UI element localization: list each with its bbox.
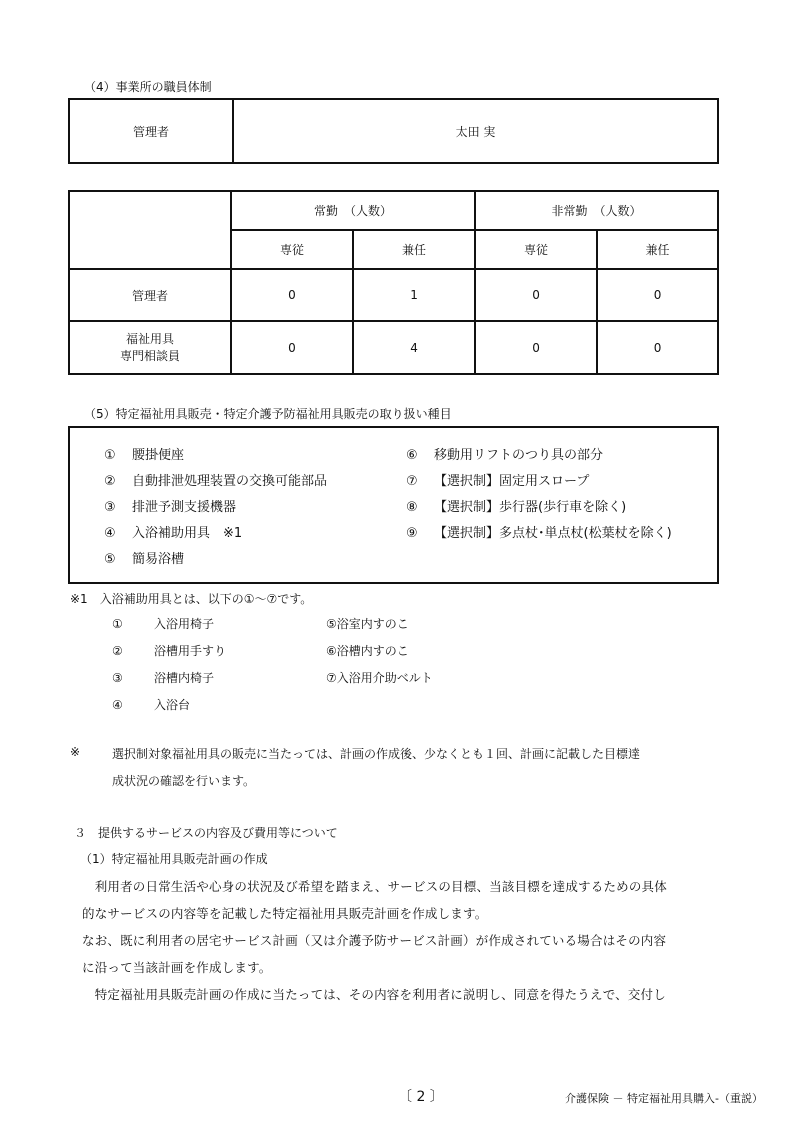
list-item: ③ 浴槽内椅子 (112, 671, 215, 685)
header-fulltime: 常勤 （人数） (231, 191, 475, 230)
table-cell: 0 (231, 269, 353, 321)
list-item: ⑦入浴用介助ベルト (326, 671, 433, 685)
note1-title: ※1 入浴補助用具とは、以下の①～⑦です。 (70, 592, 313, 606)
subheader-cell: 専従 (475, 230, 597, 269)
list-item: ⑨ 【選択制】多点杖･単点杖(松葉杖を除く) (406, 526, 672, 541)
list-item: ① 入浴用椅子 (112, 617, 215, 631)
table-cell: 0 (231, 321, 353, 374)
list-item: ④ 入浴台 (112, 698, 191, 712)
row-label: 管理者 (69, 269, 231, 321)
list-item: ⑦ 【選択制】固定用スロープ (406, 474, 590, 489)
list-item: ② 自動排泄処理装置の交換可能部品 (104, 474, 328, 489)
list-item: ⑧ 【選択制】歩行器(歩行車を除く) (406, 500, 627, 515)
header-parttime: 非常勤 （人数） (475, 191, 718, 230)
paragraph-line: に沿って当該計画を作成します。 (82, 960, 272, 975)
list-item: ③ 排泄予測支援機器 (104, 500, 237, 515)
table-row (69, 321, 718, 374)
table-cell: 0 (597, 269, 718, 321)
table-cell: 1 (353, 269, 475, 321)
subheader-cell: 兼任 (597, 230, 718, 269)
manager-table (68, 98, 719, 164)
section5-heading: （5）特定福祉用具販売・特定介護予防福祉用具販売の取り扱い種目 (84, 407, 452, 421)
table-row (69, 269, 718, 321)
table-cell: 4 (353, 321, 475, 374)
list-item: ⑤ 簡易浴槽 (104, 552, 185, 567)
footer-doc-title: 介護保険 － 特定福祉用具購入-（重説） (565, 1092, 763, 1105)
paragraph-line: 利用者の日常生活や心身の状況及び希望を踏まえ、サービスの目標、当該目標を達成するための具体 (82, 879, 667, 894)
list-item: ① 腰掛便座 (104, 448, 185, 463)
manager-name: 太田 実 (233, 99, 718, 163)
subheader-cell: 専従 (231, 230, 353, 269)
list-item: ⑥浴槽内すのこ (326, 644, 409, 658)
paragraph-line: 特定福祉用具販売計画の作成に当たっては、その内容を利用者に説明し、同意を得たうえで、交付し (82, 987, 666, 1002)
section3-subheading: （1）特定福祉用具販売計画の作成 (80, 852, 268, 866)
paragraph-line: 的なサービスの内容等を記載した特定福祉用具販売計画を作成します。 (82, 906, 488, 921)
row-label: 福祉用具 専門相談員 (69, 321, 231, 374)
list-item: ⑤浴室内すのこ (326, 617, 409, 631)
subheader-cell: 兼任 (353, 230, 475, 269)
manager-label: 管理者 (69, 99, 233, 163)
table-cell: 0 (475, 269, 597, 321)
note2-mark: ※ (70, 745, 81, 759)
list-item: ④ 入浴補助用具 ※1 (104, 526, 243, 541)
section3-heading: ３ 提供するサービスの内容及び費用等について (74, 826, 338, 840)
staff-table (68, 190, 719, 375)
note2-line1: 選択制対象福祉用具の販売に当たっては、計画の作成後、少なくとも１回、計画に記載した目標達 (112, 747, 641, 761)
note2-line2: 成状況の確認を行います。 (112, 774, 256, 788)
section4-heading: （4）事業所の職員体制 (84, 80, 212, 94)
list-item: ⑥ 移動用リフトのつり具の部分 (406, 448, 604, 463)
table-cell: 0 (475, 321, 597, 374)
paragraph-line: なお、既に利用者の居宅サービス計画（又は介護予防サービス計画）が作成されている場合はその内容 (82, 933, 667, 948)
list-item: ② 浴槽用手すり (112, 644, 227, 658)
table-cell: 0 (597, 321, 718, 374)
staff-table-corner (69, 191, 231, 269)
page-number: 〔 2 〕 (398, 1089, 444, 1105)
